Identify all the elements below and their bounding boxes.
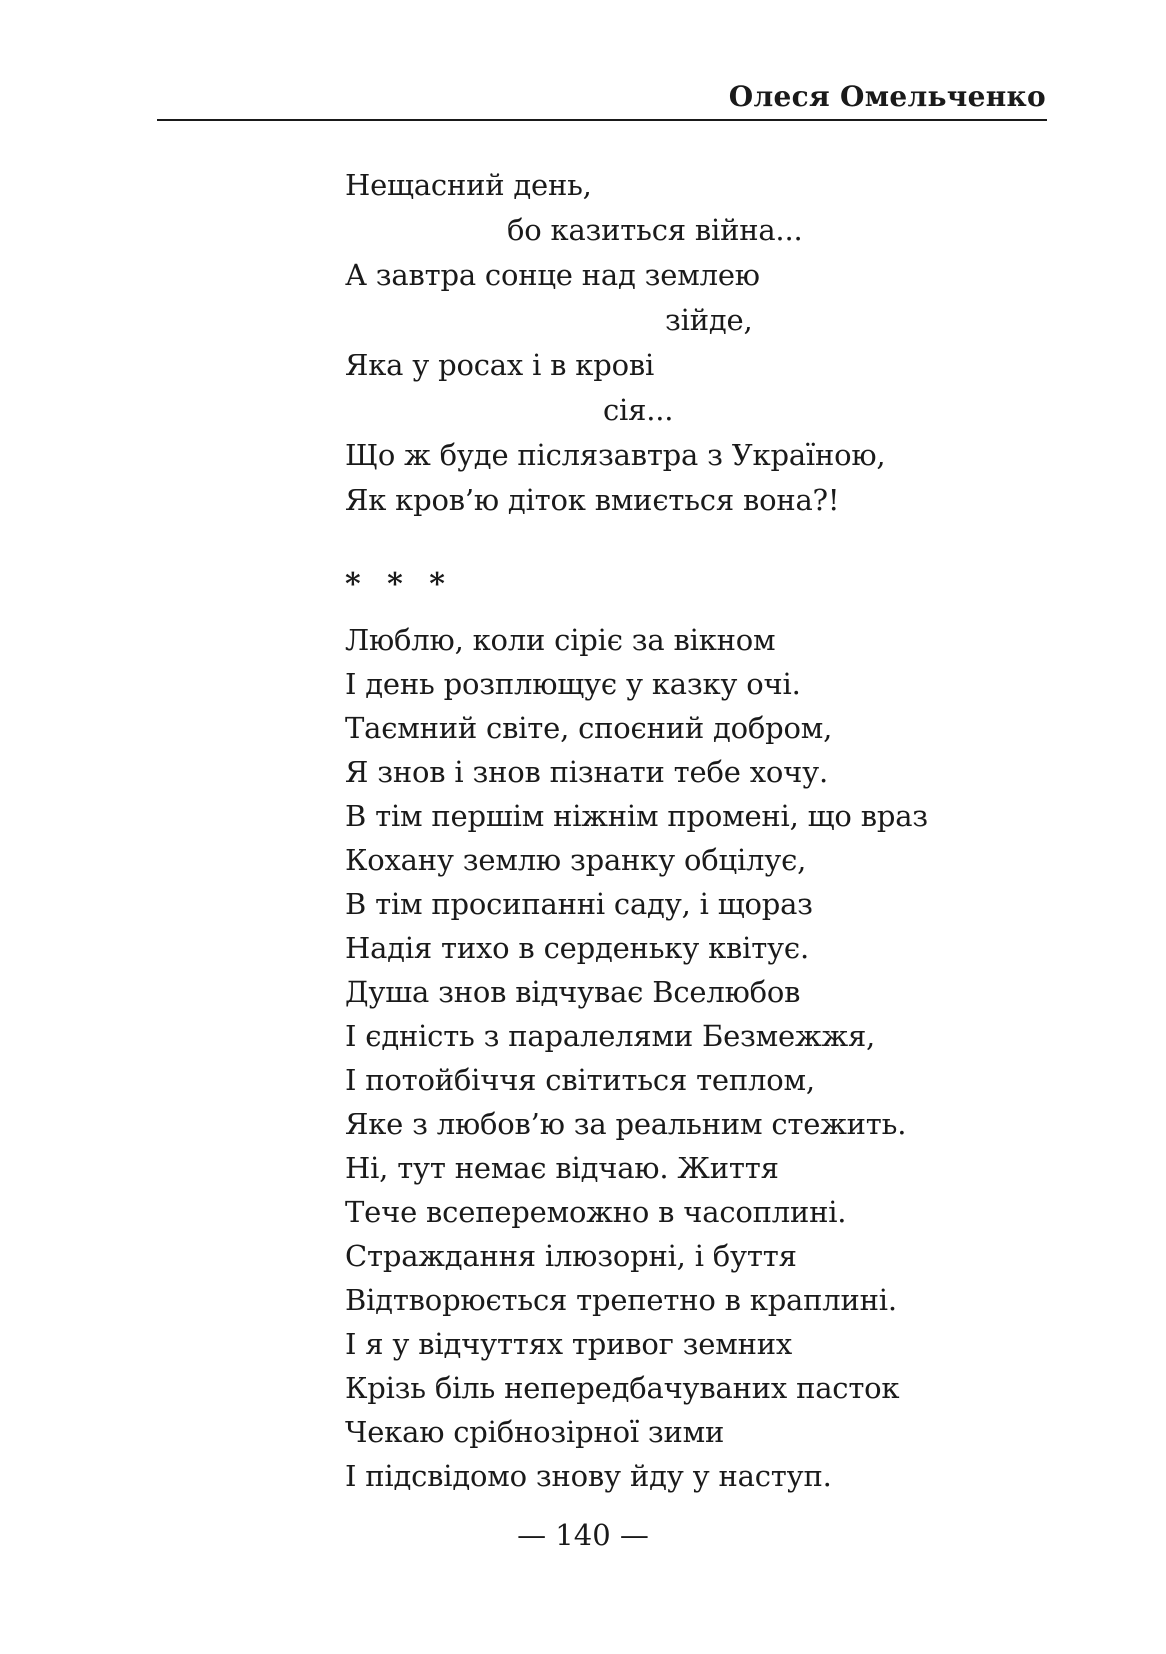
poem-line: Надія тихо в серденьку квітує. (345, 931, 809, 965)
poem-line: Відтворюється трепетно в краплині. (345, 1283, 897, 1317)
poem-line: Чекаю срібнозірної зими (345, 1415, 725, 1449)
poem-line: Яка у росах і в крові (345, 348, 655, 382)
poem-line: Крізь біль непередбачуваних пасток (345, 1371, 900, 1405)
poem-line: Як кров’ю діток вмиється вона?! (345, 483, 840, 517)
poem-line: В тім першім ніжнім промені, що враз (345, 799, 928, 833)
poem-line: І я у відчуттях тривог земних (345, 1327, 792, 1361)
poem-line: Яке з любов’ю за реальним стежить. (345, 1107, 907, 1141)
running-head-author: Олеся Омельченко (728, 80, 1046, 113)
poem-line: зійде, (665, 303, 753, 337)
section-separator: * * * (345, 567, 453, 602)
poem-line: І підсвідомо знову йду у наступ. (345, 1459, 832, 1493)
poem-line: Ні, тут немає відчаю. Життя (345, 1151, 779, 1185)
poem-line: Таємний світе, споєний добром, (345, 711, 833, 745)
poem-line: І день розплющує у казку очі. (345, 667, 801, 701)
poem-line: Кохану землю зранку обцілує, (345, 843, 807, 877)
poem-line: Люблю, коли сіріє за вікном (345, 623, 776, 657)
poem-line: Нещасний день, (345, 168, 592, 202)
poem-line: Душа знов відчуває Вселюбов (345, 975, 801, 1009)
poem-line: Страждання ілюзорні, і буття (345, 1239, 797, 1273)
poem-line: сія... (603, 393, 674, 427)
poem-line: Що ж буде післязавтра з Україною, (345, 438, 886, 472)
poem-line: В тім просипанні саду, і щораз (345, 887, 813, 921)
poem-line: І потойбіччя світиться теплом, (345, 1063, 815, 1097)
poem-line: І єдність з паралелями Безмежжя, (345, 1019, 876, 1053)
poem-line: Тече всепереможно в часоплині. (345, 1195, 847, 1229)
poem-line: Я знов і знов пізнати тебе хочу. (345, 755, 828, 789)
poem-line: А завтра сонце над землею (345, 258, 760, 292)
poem-line: бо казиться війна... (507, 213, 803, 247)
page-number: — 140 — (517, 1518, 649, 1552)
header-rule (157, 119, 1047, 121)
